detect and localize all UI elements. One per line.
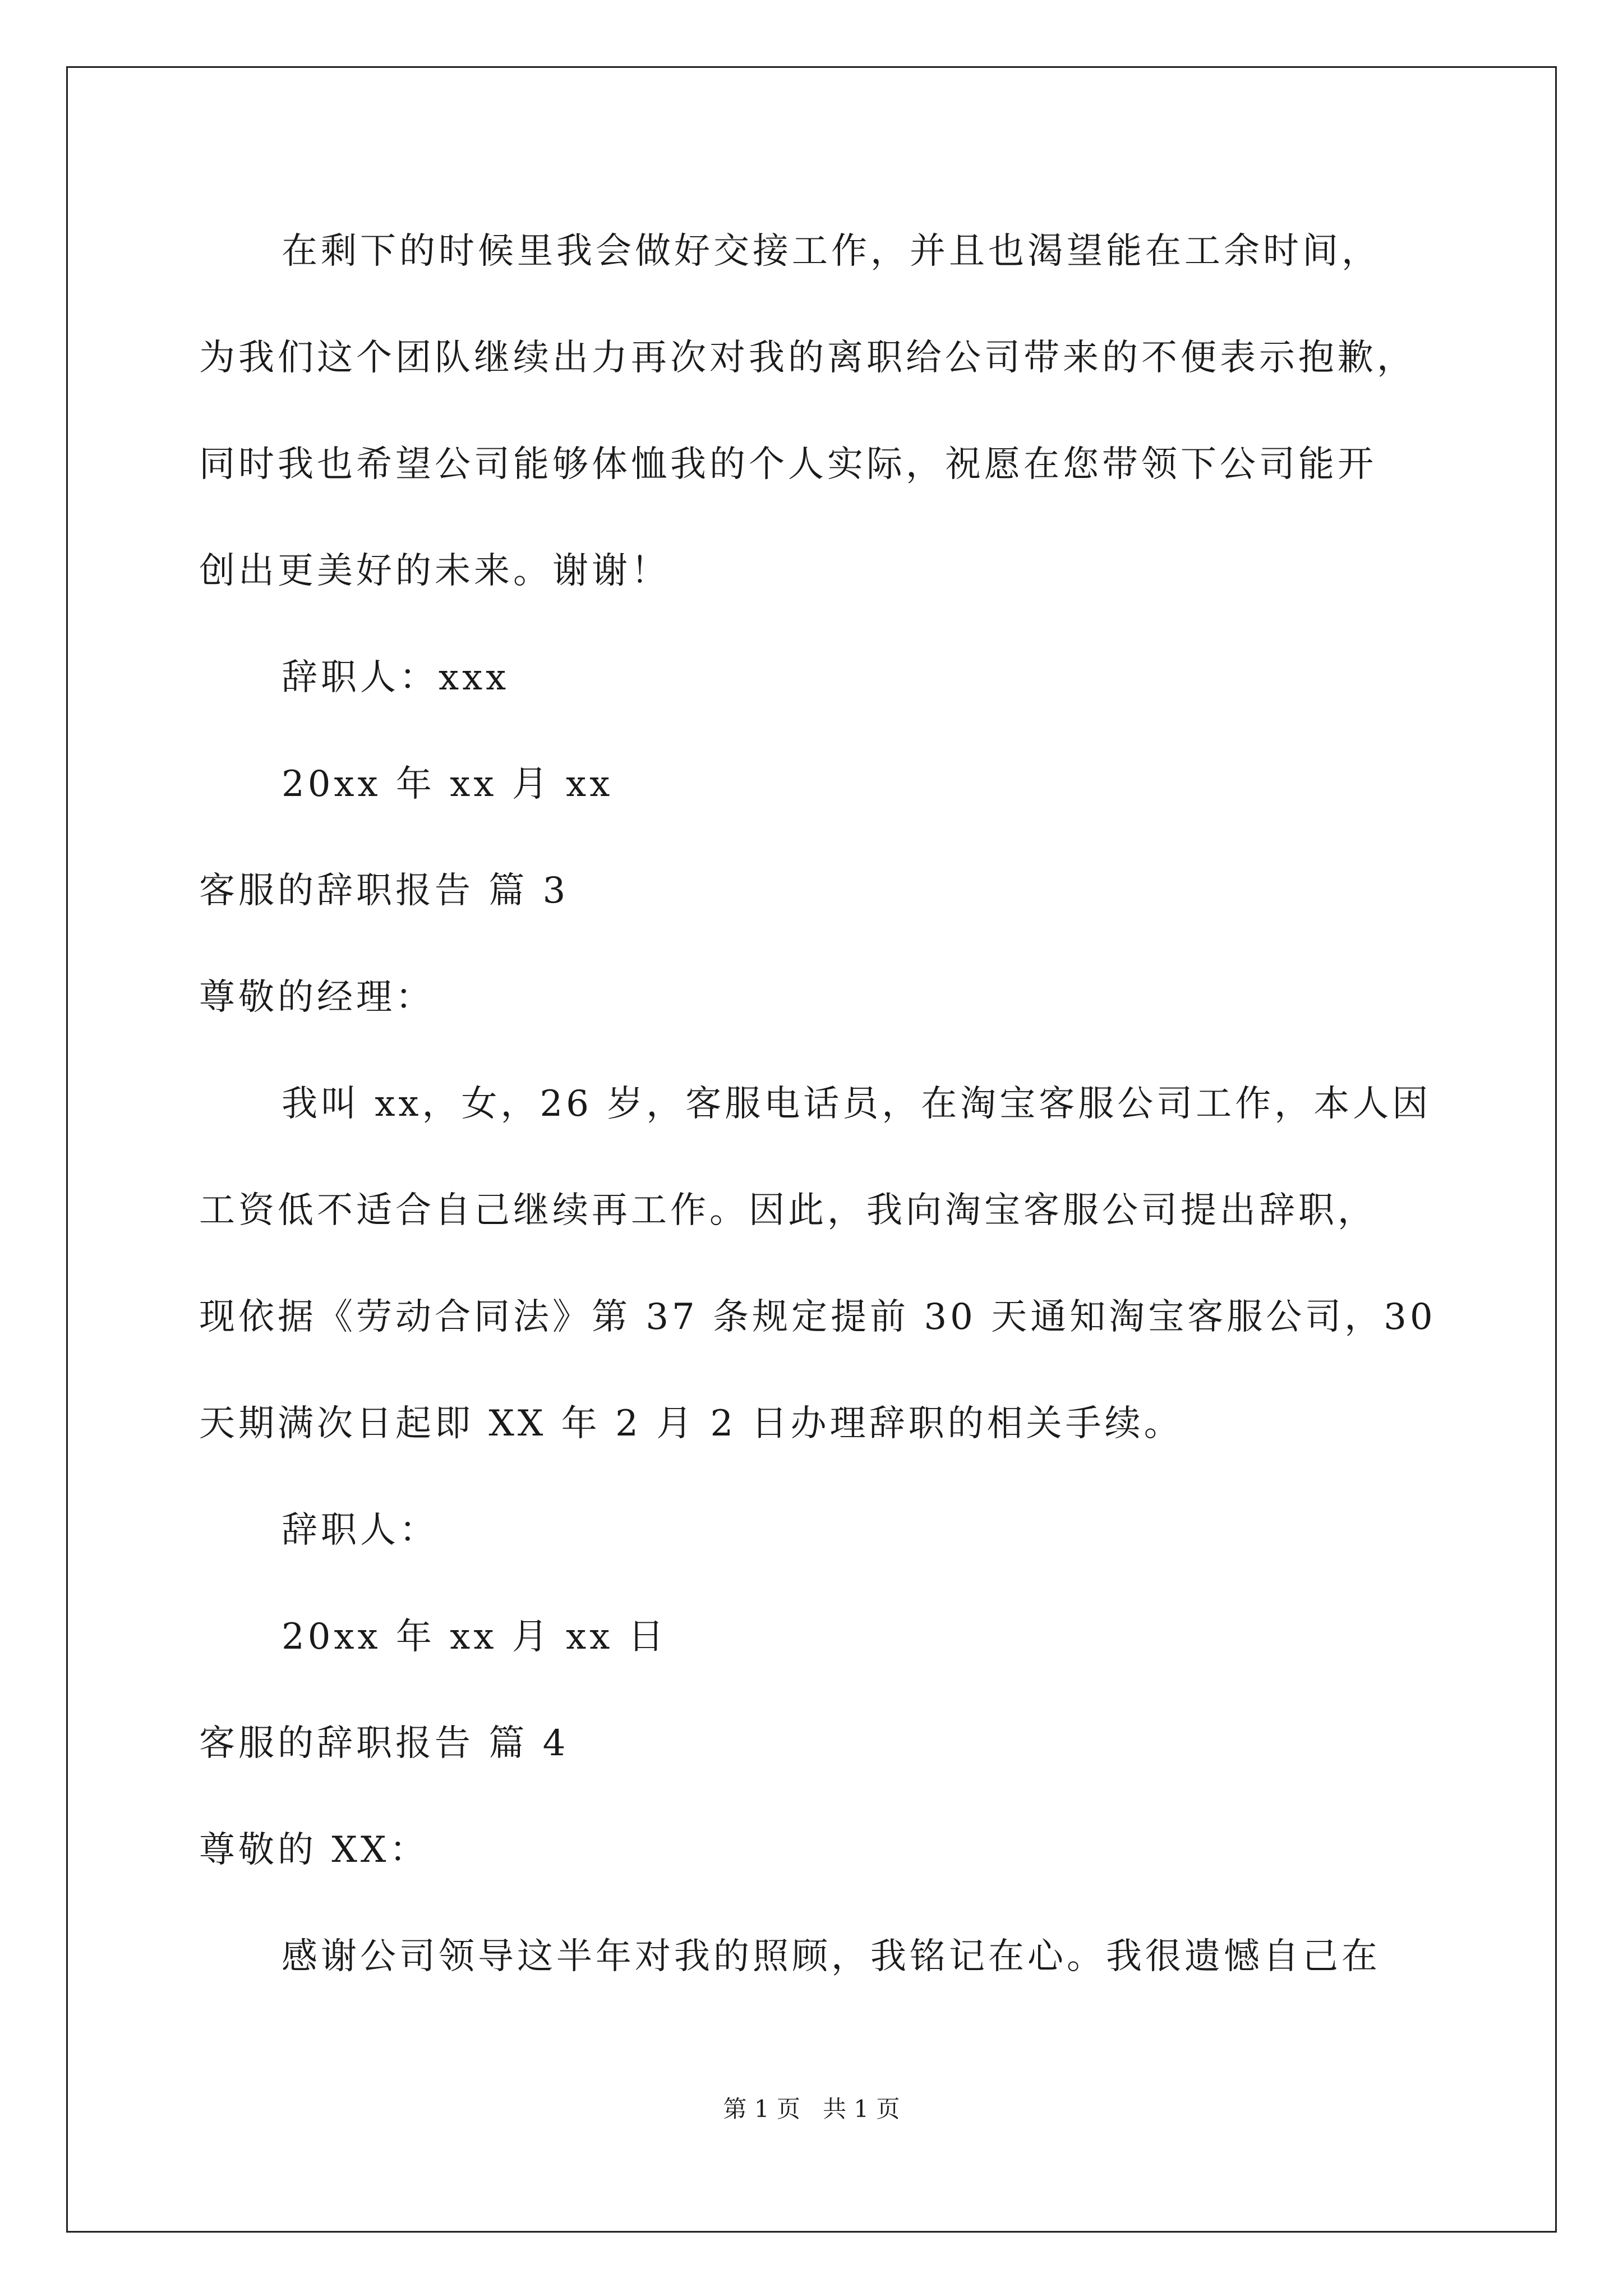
section-heading-4: 客服的辞职报告 篇 4 xyxy=(199,1723,569,1764)
signature-line: 辞职人： xyxy=(282,1510,439,1551)
page-number-footer: 第 1 页 共 1 页 xyxy=(723,2095,900,2123)
section-heading-3: 客服的辞职报告 篇 3 xyxy=(199,870,569,912)
signature-line: 辞职人：xxx xyxy=(282,657,510,698)
body-line-5: 我叫 xx，女，26 岁，客服电话员，在淘宝客服公司工作，本人因 xyxy=(282,1083,1432,1125)
date-line: 20xx 年 xx 月 xx xyxy=(282,763,614,805)
salutation-line: 尊敬的经理： xyxy=(199,977,435,1018)
date-line: 20xx 年 xx 月 xx 日 xyxy=(282,1616,667,1658)
body-line-7: 现依据《劳动合同法》第 37 条规定提前 30 天通知淘宝客服公司，30 xyxy=(199,1296,1436,1338)
page-border xyxy=(66,66,1557,2233)
body-line-6: 工资低不适合自己继续再工作。因此，我向淘宝客服公司提出辞职， xyxy=(199,1190,1377,1231)
body-line-9: 感谢公司领导这半年对我的照顾，我铭记在心。我很遗憾自己在 xyxy=(282,1936,1381,1977)
body-line-4: 创出更美好的未来。谢谢！ xyxy=(199,550,670,592)
body-line-1: 在剩下的时候里我会做好交接工作，并且也渴望能在工余时间， xyxy=(282,231,1381,272)
salutation-line: 尊敬的 XX： xyxy=(199,1829,429,1871)
body-line-3: 同时我也希望公司能够体恤我的个人实际，祝愿在您带领下公司能开 xyxy=(199,444,1377,485)
body-line-2: 为我们这个团队继续出力再次对我的离职给公司带来的不便表示抱歉， xyxy=(199,337,1416,379)
body-line-8: 天期满次日起即 XX 年 2 月 2 日办理辞职的相关手续。 xyxy=(199,1403,1183,1444)
